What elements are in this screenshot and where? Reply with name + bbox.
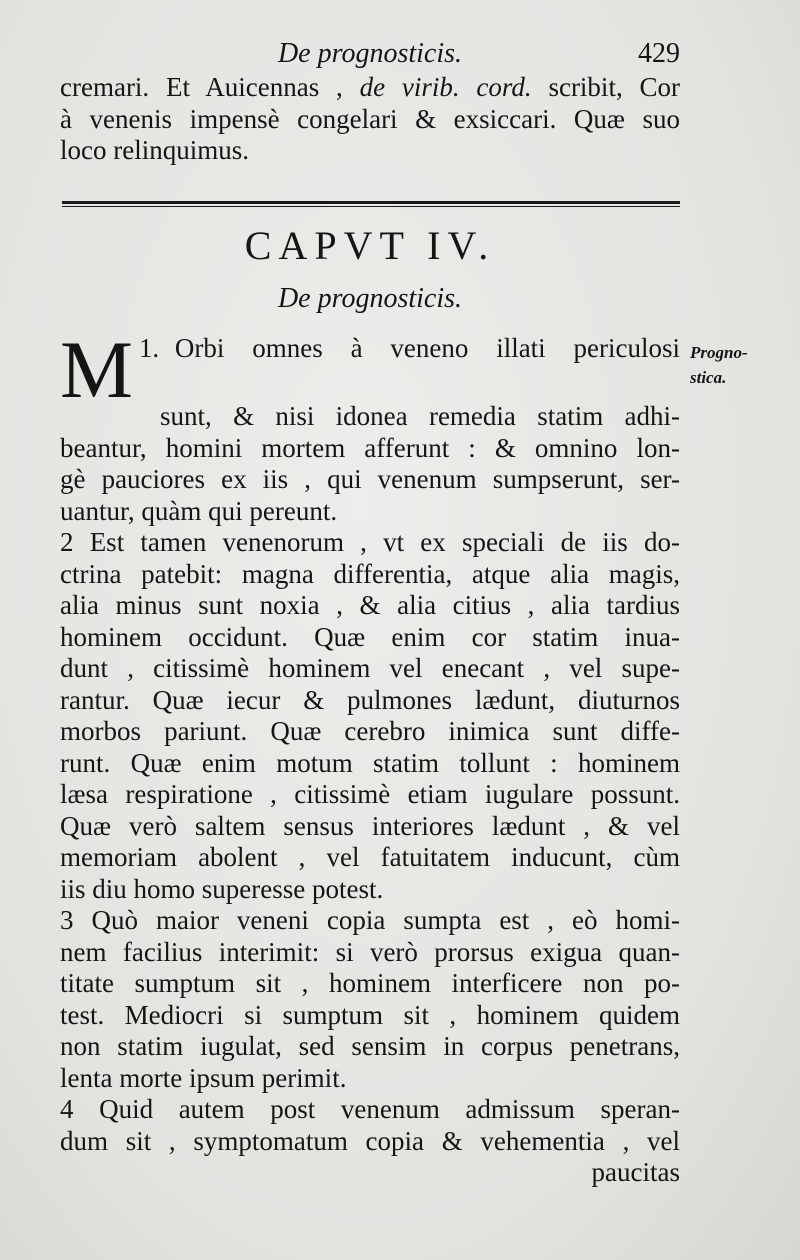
margin-note-line: Progno- bbox=[690, 343, 748, 362]
text-line: morbos pariunt. Quæ cerebro inimica sunt diffe- bbox=[60, 716, 680, 746]
text-line: dunt , citissimè hominem vel enecant , vel supe- bbox=[60, 653, 680, 683]
text-line: rantur. Quæ iecur & pulmones lædunt, diuturnos bbox=[60, 684, 680, 715]
margin-note bbox=[690, 340, 770, 390]
text-line: 1. M Orbi omnes à veneno illati periculosi bbox=[60, 333, 680, 401]
chapter-body bbox=[60, 333, 680, 1189]
text-line: memoriam abolent , vel fatuitatem inducunt, cùm bbox=[60, 842, 680, 872]
text-line: gè pauciores ex iis , qui venenum sumpserunt, ser- bbox=[60, 464, 680, 494]
section-rule bbox=[62, 201, 680, 207]
paragraph-number: 1. bbox=[138, 333, 160, 363]
text-line: sunt, & nisi idonea remedia statim adhi- bbox=[160, 401, 680, 431]
paragraph-1 bbox=[60, 333, 680, 527]
text-line: læsa respiratione , citissimè etiam iugulare possunt. bbox=[60, 779, 680, 809]
citation-italic: de virib. cord. bbox=[359, 72, 532, 102]
page-number: 429 bbox=[638, 38, 680, 69]
paragraph-3 bbox=[60, 905, 680, 1094]
text-line: lenta morte ipsum perimit. bbox=[60, 1062, 347, 1093]
text-line: ctrina patebit: magna differentia, atque alia magis, bbox=[60, 558, 680, 589]
text-line: alia minus sunt noxia , & alia citius , alia tardius bbox=[60, 590, 680, 620]
text-line: nem facilius interimit: si verò prorsus exigua quan- bbox=[60, 936, 680, 967]
text-line: dum sit , symptomatum copia & vehementia , vel bbox=[60, 1125, 680, 1156]
text-line: iis diu homo superesse potest. bbox=[60, 873, 384, 904]
chapter-title: CAPVT IV. bbox=[244, 223, 496, 268]
catchword: paucitas bbox=[591, 1157, 680, 1187]
text-line: 2 Est tamen venenorum , vt ex speciali de iis do- bbox=[60, 527, 680, 557]
drop-cap: M bbox=[60, 333, 133, 401]
text-line: beantur, homini mortem afferunt : & omnino lon- bbox=[60, 432, 680, 463]
text-line: titate sumptum sit , hominem interficere non po- bbox=[60, 968, 680, 998]
paragraph-2 bbox=[60, 527, 680, 905]
text-line: loco relinquimus. bbox=[60, 135, 249, 165]
text-line: test. Mediocri si sumptum sit , hominem quidem bbox=[60, 999, 680, 1030]
running-title: De prognosticis. bbox=[277, 38, 463, 69]
text-line: runt. Quæ enim motum statim tollunt : hominem bbox=[60, 747, 680, 778]
paragraph-4 bbox=[60, 1094, 680, 1189]
text-line: hominem occidunt. Quæ enim cor statim inua- bbox=[60, 621, 680, 652]
text-line: 3 Quò maior veneni copia sumpta est , eò homi- bbox=[60, 905, 680, 935]
text-line: uantur, quàm qui pereunt. bbox=[60, 495, 338, 526]
text-line: non statim iugulat, sed sensim in corpus penetrans, bbox=[60, 1031, 680, 1061]
text-line: Quæ verò saltem sensus interiores lædunt , & vel bbox=[60, 810, 680, 841]
text-line: cremari. Et Auicennas , de virib. cord. scribit, Cor bbox=[60, 72, 680, 102]
carryover-paragraph bbox=[60, 72, 680, 167]
margin-note-line: stica. bbox=[690, 368, 727, 387]
text-line: à venenis impensè congelari & exsiccari. Quæ suo bbox=[60, 103, 680, 134]
text-line: 4 Quid autem post venenum admissum speran- bbox=[60, 1094, 680, 1124]
chapter-subtitle: De prognosticis. bbox=[277, 283, 463, 314]
